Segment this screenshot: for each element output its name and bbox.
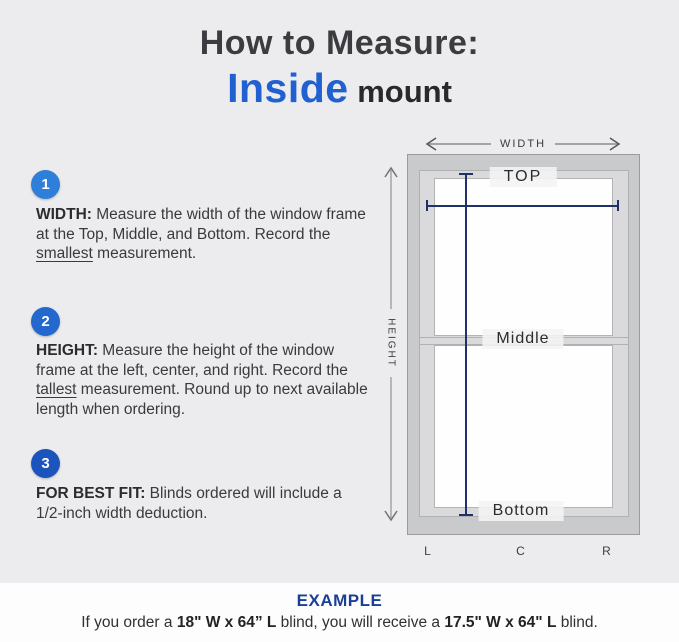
height-measure-tick-bottom (459, 514, 473, 516)
height-axis-label: HEIGHT (386, 309, 397, 377)
example-seg3: blind. (556, 614, 598, 631)
title-line1: How to Measure: (199, 24, 480, 62)
step-3-label: FOR BEST FIT: (36, 485, 146, 502)
example-ordered-size: 18" W x 64” L (176, 614, 277, 631)
bottom-position-label: Bottom (479, 501, 564, 521)
step-2-badge (31, 307, 60, 336)
example-section (0, 583, 679, 642)
step-1-label: WIDTH: (36, 206, 92, 223)
step-2-body: Measure the height of the window frame at the left, center, and right. Record the (36, 342, 348, 379)
example-seg1: If you order a (81, 614, 177, 631)
window-pane-bottom (434, 345, 613, 508)
axis-letter-center: C (516, 544, 526, 558)
step-1-text (36, 205, 372, 264)
step-3-badge (31, 449, 60, 478)
example-body (0, 614, 679, 632)
step-1-body: Measure the width of the window frame at the Top, Middle, and Bottom. Record the (36, 206, 366, 243)
title-rest: mount (348, 74, 452, 109)
step-3-body: Blinds ordered will include a 1/2-inch width deduction. (36, 485, 342, 522)
width-axis-label: WIDTH (491, 138, 555, 150)
title-highlight: Inside (227, 65, 349, 111)
step-1-underlined-word: smallest (36, 245, 93, 262)
example-received-size: 17.5" W x 64" L (444, 614, 557, 631)
step-1-number: 1 (41, 176, 50, 193)
axis-letter-right: R (602, 544, 612, 558)
axis-letter-left: L (424, 544, 432, 558)
width-measure-tick-right (617, 200, 619, 211)
top-position-label: TOP (490, 167, 557, 187)
step-3-text (36, 484, 372, 523)
page-title (0, 24, 679, 112)
example-heading: EXAMPLE (296, 591, 383, 610)
step-2-underlined-word: tallest (36, 381, 77, 398)
step-2-text (36, 341, 372, 419)
step-2-number: 2 (41, 313, 50, 330)
example-seg2: blind, you will receive a (276, 614, 445, 631)
step-1-badge (31, 170, 60, 199)
step-1-body-end: measurement. (92, 245, 197, 262)
step-3-number: 3 (41, 455, 50, 472)
title-line2 (0, 65, 679, 112)
step-2-label: HEIGHT: (36, 342, 98, 359)
window-pane-top (434, 178, 613, 336)
step-2-body-end: measurement. Round up to next available length when ordering. (36, 381, 368, 418)
width-measure-tick-left (426, 200, 428, 211)
height-measure-line (465, 174, 467, 516)
width-measure-line (427, 205, 619, 207)
middle-position-label: Middle (482, 329, 563, 349)
height-measure-tick-top (459, 173, 473, 175)
